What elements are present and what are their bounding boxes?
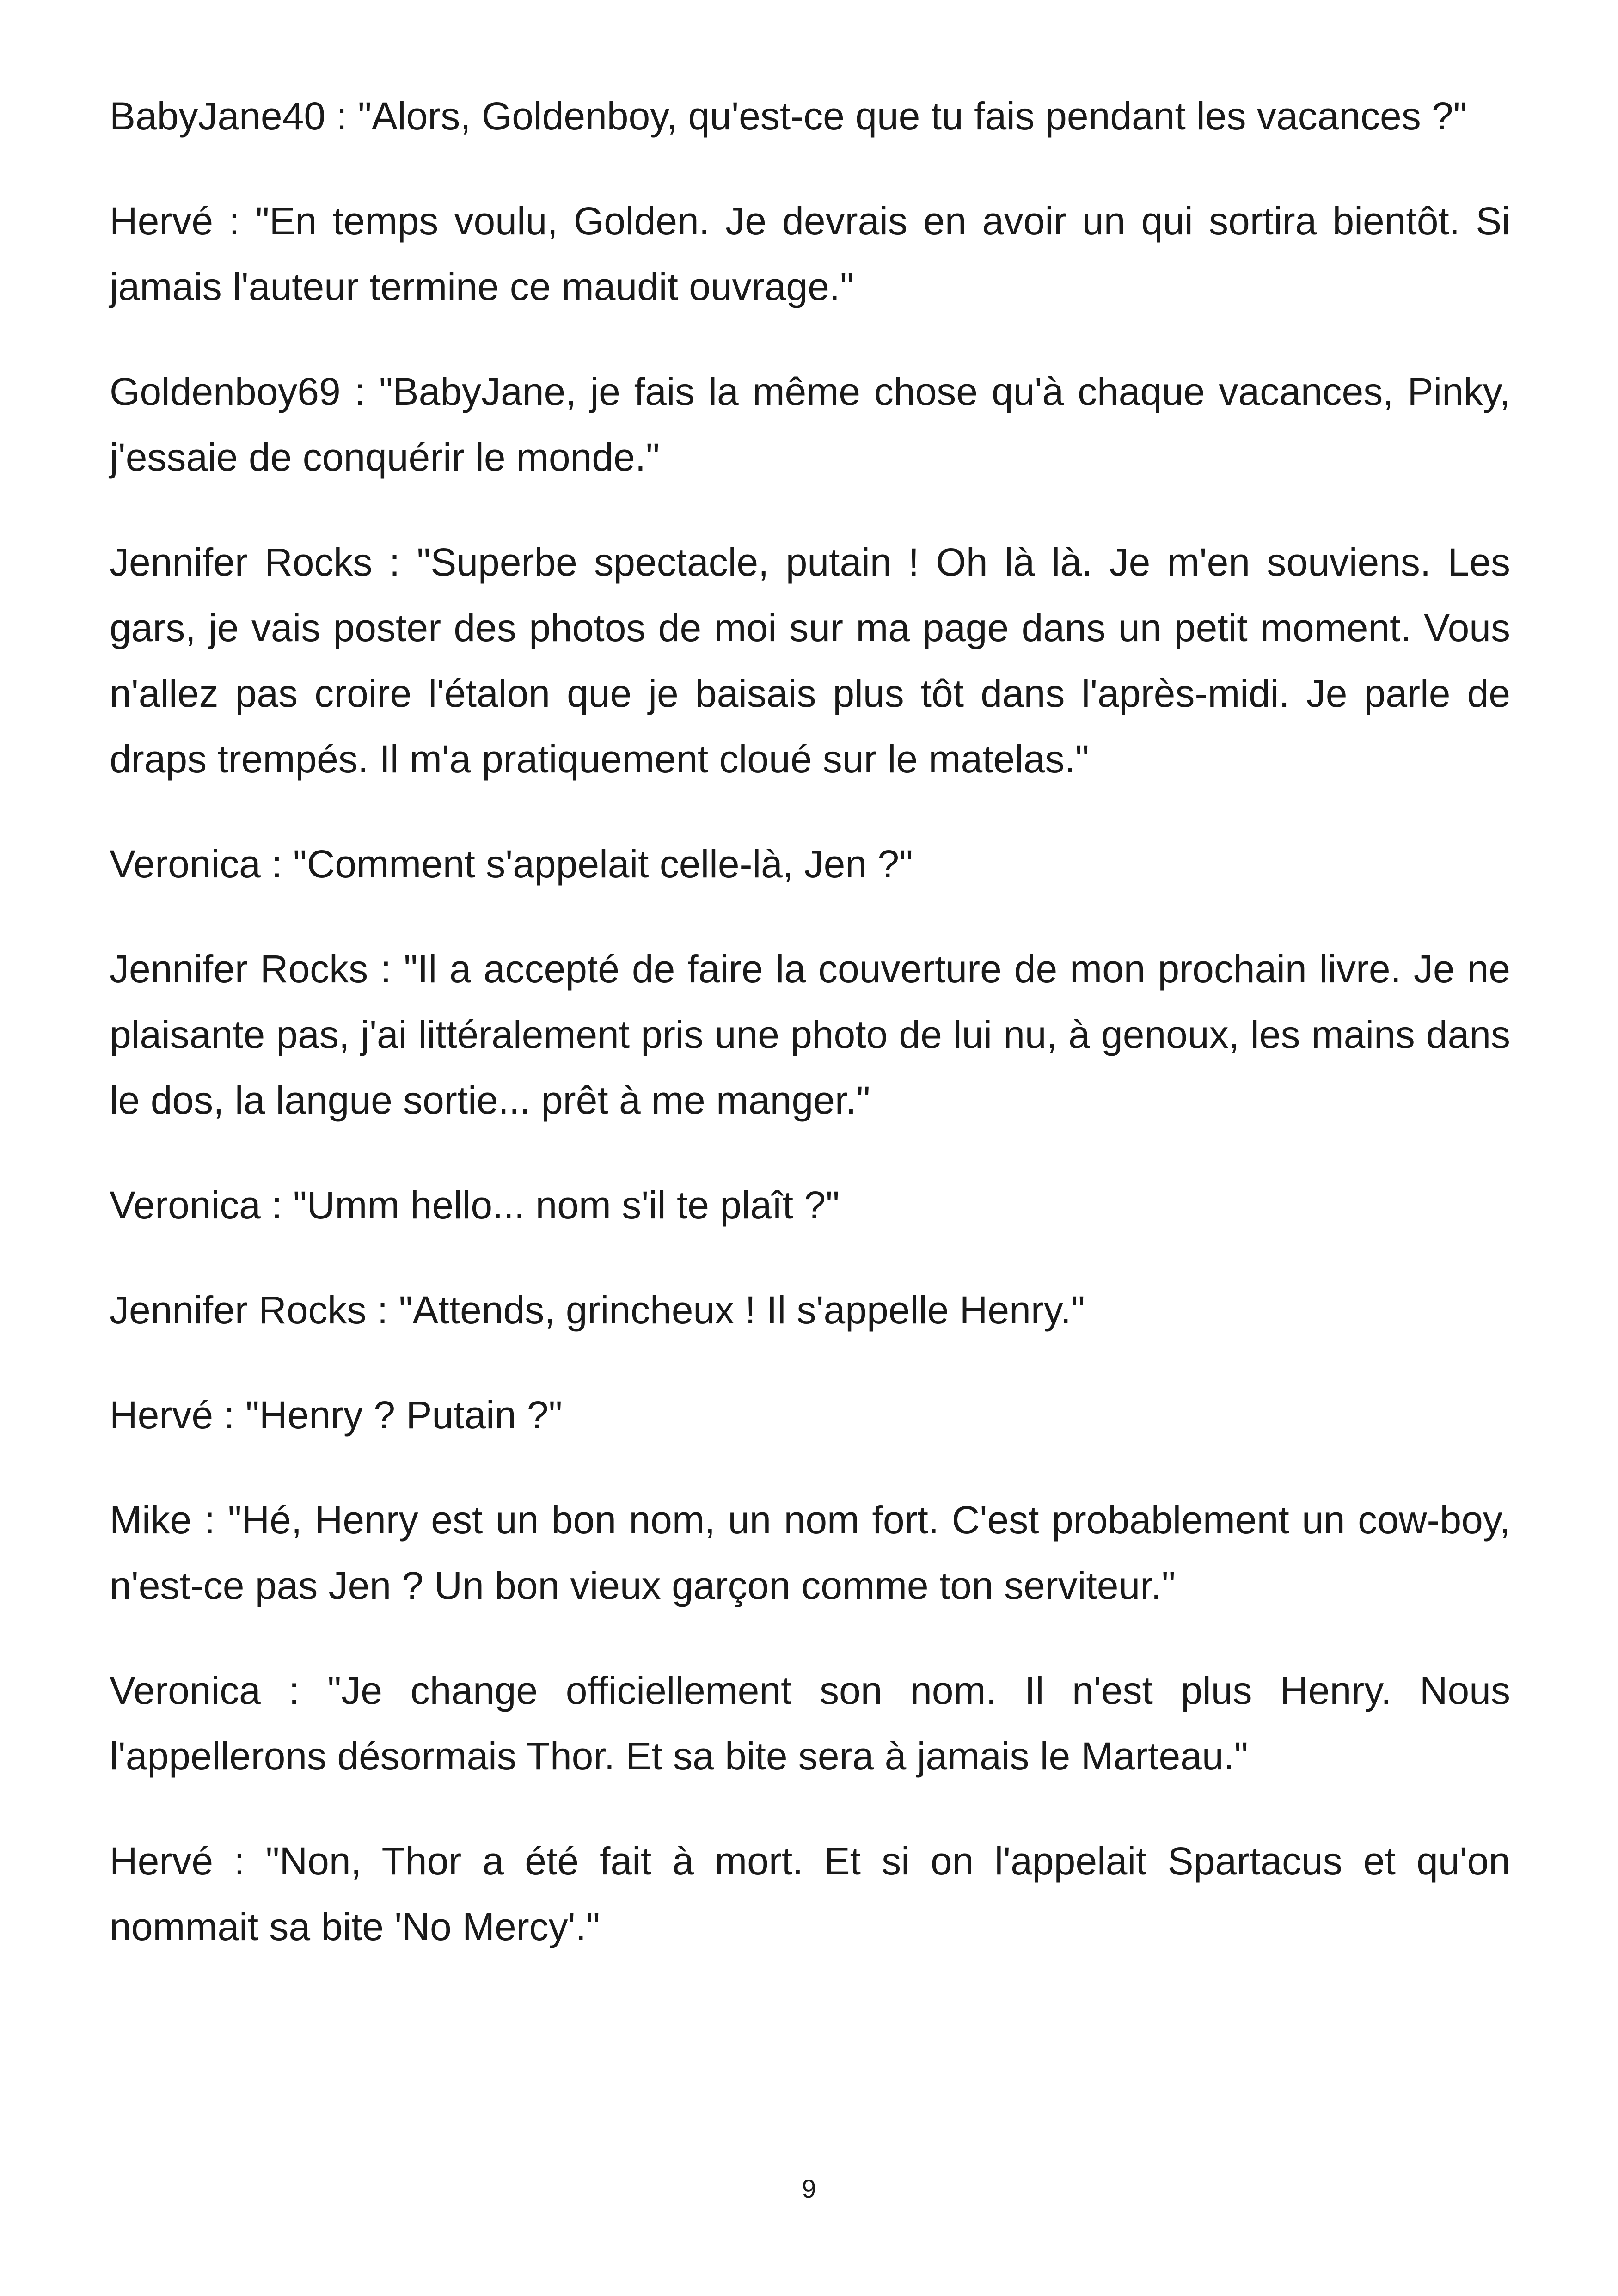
dialogue-paragraph: Jennifer Rocks : "Attends, grincheux ! Il s'appelle Henry." [110, 1288, 1085, 1332]
document-body [110, 83, 1510, 1999]
dialogue-paragraph: Hervé : "Henry ? Putain ?" [110, 1393, 563, 1437]
dialogue-paragraph: Jennifer Rocks : "Superbe spectacle, putain ! Oh là là. Je m'en souviens. Les gars, je vais poster des photos de moi sur ma page dans un petit moment. Vous n'allez pas croire l'étalon que je baisais plus tôt dans l'après-midi. Je parle de draps trempés. Il m'a pratiquement cloué sur le matelas." [110, 540, 1510, 781]
dialogue-paragraph: Hervé : "En temps voulu, Golden. Je devrais en avoir un qui sortira bientôt. Si jamais l'auteur termine ce maudit ouvrage." [110, 199, 1510, 308]
page-number: 9 [802, 2174, 816, 2203]
dialogue-paragraph: Veronica : "Umm hello... nom s'il te plaît ?" [110, 1183, 840, 1227]
dialogue-paragraph: Jennifer Rocks : "Il a accepté de faire la couverture de mon prochain livre. Je ne plaisante pas, j'ai littéralement pris une photo de lui nu, à genoux, les mains dans le dos, la langue sortie... prêt à me manger." [110, 947, 1510, 1122]
dialogue-paragraph: Veronica : "Comment s'appelait celle-là, Jen ?" [110, 842, 913, 886]
dialogue-paragraph: Hervé : "Non, Thor a été fait à mort. Et si on l'appelait Spartacus et qu'on nommait sa bite 'No Mercy'." [110, 1839, 1510, 1948]
dialogue-paragraph: Goldenboy69 : "BabyJane, je fais la même chose qu'à chaque vacances, Pinky, j'essaie de conquérir le monde." [110, 370, 1510, 479]
dialogue-paragraph: Veronica : "Je change officiellement son nom. Il n'est plus Henry. Nous l'appellerons désormais Thor. Et sa bite sera à jamais le Marteau." [110, 1669, 1510, 1778]
dialogue-paragraph: BabyJane40 : "Alors, Goldenboy, qu'est-ce que tu fais pendant les vacances ?" [110, 94, 1467, 138]
dialogue-paragraph: Mike : "Hé, Henry est un bon nom, un nom fort. C'est probablement un cow-boy, n'est-ce pas Jen ? Un bon vieux garçon comme ton serviteur." [110, 1498, 1510, 1607]
